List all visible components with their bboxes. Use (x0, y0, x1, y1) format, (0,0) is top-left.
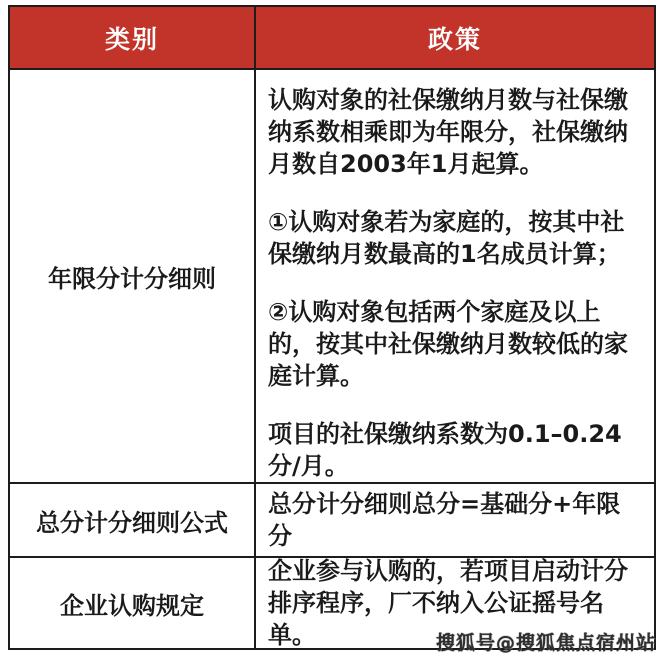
header-policy: 政策 (256, 7, 654, 70)
policy-paragraph: 认购对象的社保缴纳月数与社保缴纳系数相乘即为年限分，社保缴纳月数自2003年1月起算。 (268, 86, 628, 178)
row-policy-year-score-rules (256, 70, 654, 484)
sohu-watermark: 搜狐号@搜狐焦点宿州站 (435, 632, 656, 654)
row-category-enterprise-purchase: 企业认购规定 (10, 558, 256, 648)
policy-paragraph: 企业参与认购的，若项目启动计分排序程序，厂不纳入公证摇号名单。 (268, 558, 628, 648)
policy-paragraph: ②认购对象包括两个家庭及以上的，按其中社保缴纳月数较低的家庭计算。 (268, 298, 628, 390)
row-category-year-score-rules: 年限分计分细则 (10, 70, 256, 484)
policy-paragraph: 总分计分细则总分=基础分+年限分 (268, 490, 621, 550)
header-category: 类别 (10, 7, 256, 70)
policy-paragraph: ①认购对象若为家庭的，按其中社保缴纳月数最高的1名成员计算； (268, 208, 625, 268)
policy-paragraph: 项目的社保缴纳系数为0.1–0.24分/月。 (268, 420, 622, 480)
policy-table (8, 5, 656, 650)
row-category-total-score-formula: 总分计分细则公式 (10, 484, 256, 558)
row-policy-total-score-formula (256, 484, 654, 558)
